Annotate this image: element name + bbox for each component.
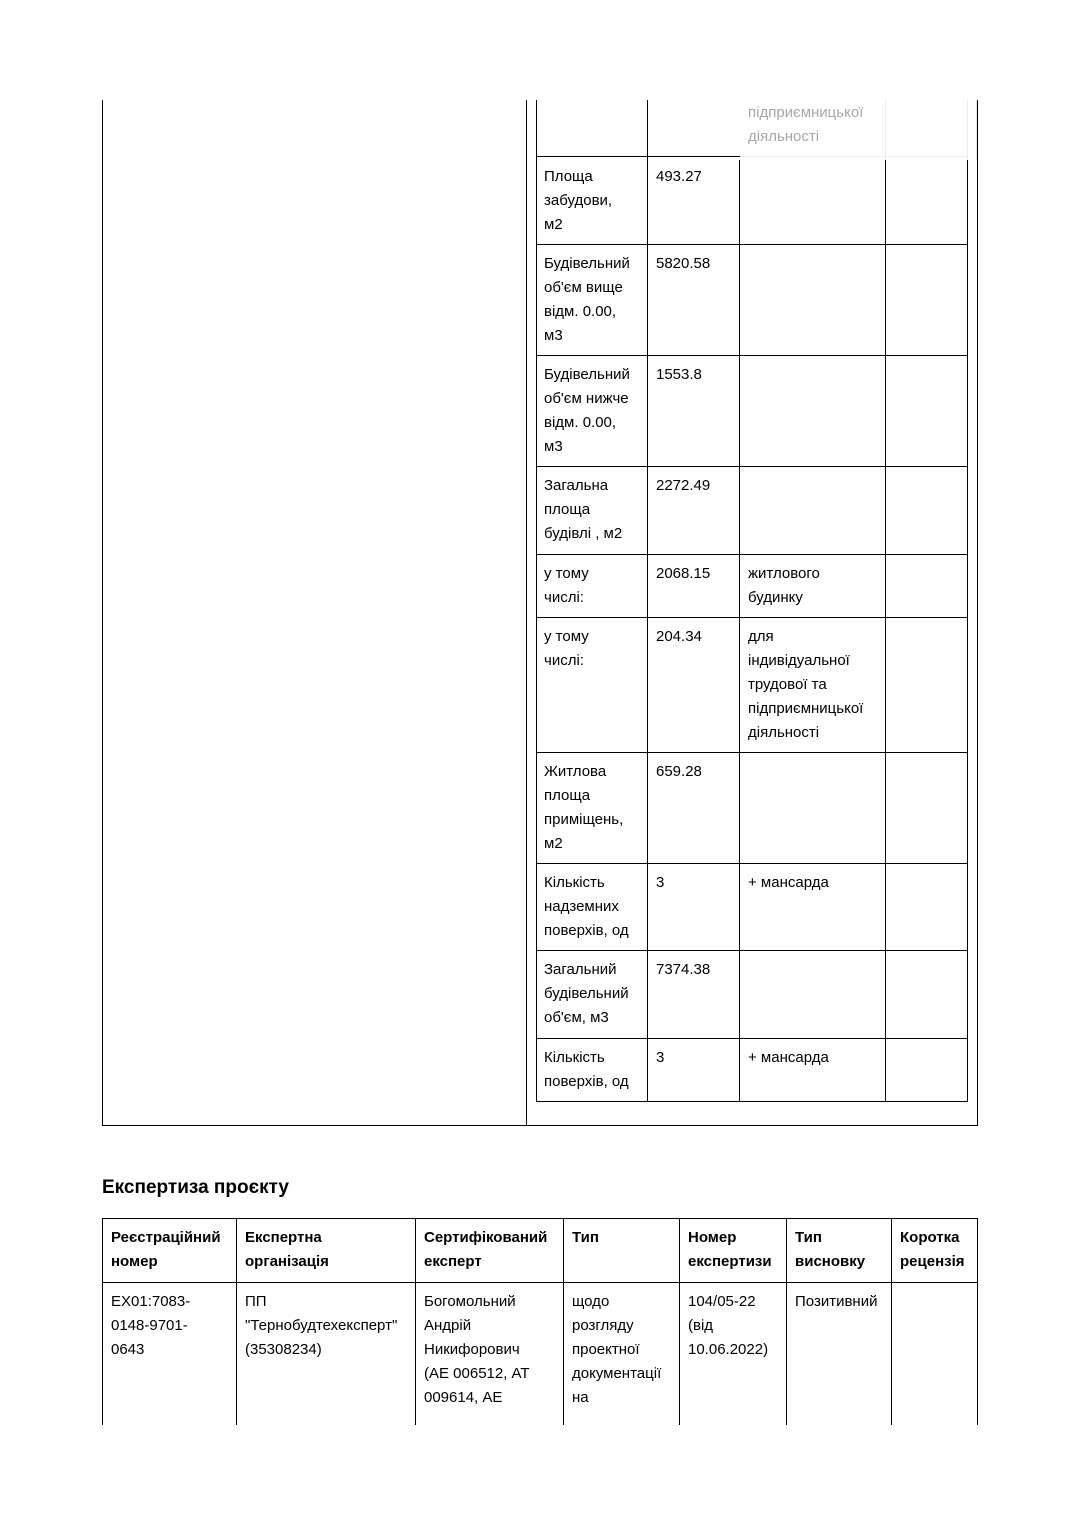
- outer-frame-divider: [526, 100, 527, 1126]
- cell-row1-value: 493.27: [656, 168, 702, 185]
- inner-table-col-line-1: [647, 100, 648, 1102]
- cell-row6-label: у тому числі:: [544, 628, 589, 669]
- expertise-col-line: [679, 1218, 680, 1425]
- cell-row7-label: Житлова площа приміщень, м2: [544, 763, 624, 852]
- outer-frame-left: [102, 100, 103, 1126]
- inner-table-row-line: [536, 863, 968, 864]
- cell-row4-value: 2272.49: [656, 477, 711, 494]
- expertise-table-top: [102, 1218, 978, 1219]
- header-type: Тип: [572, 1229, 599, 1246]
- header-expert-organization: Експертна організація: [245, 1229, 329, 1270]
- cell-row2-label: Будівельний об'єм вище відм. 0.00, м3: [544, 255, 630, 344]
- expertise-col-line: [236, 1218, 237, 1425]
- inner-table-row-line: [536, 617, 968, 618]
- inner-table-row-line: [536, 1101, 968, 1102]
- cell-certified-expert: Богомольний Андрій Никифорович (АЕ 006512, АТ 009614, АЕ: [424, 1293, 530, 1406]
- cell-row1-label: Площа забудови, м2: [544, 168, 613, 233]
- inner-table-col-line-3: [885, 100, 886, 1102]
- expertise-col-line: [102, 1218, 103, 1425]
- expertise-table-header-bottom: [102, 1282, 978, 1283]
- header-certified-expert: Сертифікований експерт: [424, 1229, 548, 1270]
- header-conclusion-type: Тип висновку: [795, 1229, 866, 1270]
- cell-row7-value: 659.28: [656, 763, 702, 780]
- expertise-col-line: [891, 1218, 892, 1425]
- outer-frame-bottom: [102, 1125, 978, 1126]
- header-expertise-number: Номер експертизи: [688, 1229, 772, 1270]
- cell-row8-note: + мансарда: [748, 874, 829, 891]
- inner-table-row-line: [536, 244, 968, 245]
- inner-table-row-line: [536, 554, 968, 555]
- inner-table-row-line: [536, 466, 968, 467]
- cell-row5-label: у тому числі:: [544, 565, 589, 606]
- inner-table-row-line: [536, 752, 968, 753]
- cell-row10-note: + мансарда: [748, 1049, 829, 1066]
- inner-table-row-line: [536, 355, 968, 356]
- expertise-col-line: [786, 1218, 787, 1425]
- cell-row9-value: 7374.38: [656, 961, 711, 978]
- cell-row3-label: Будівельний об'єм нижче відм. 0.00, м3: [544, 366, 630, 455]
- outer-frame-right: [977, 100, 978, 1126]
- cell-registration-number: ЕХ01:7083- 0148-9701- 0643: [111, 1293, 191, 1358]
- inner-table-col-line-4: [967, 100, 968, 1102]
- cell-row10-label: Кількість поверхів, од: [544, 1049, 629, 1090]
- cell-row9-label: Загальний будівельний об'єм, м3: [544, 961, 629, 1026]
- cell-row10-value: 3: [656, 1049, 665, 1066]
- cell-expert-organization: ПП "Тернобудтехексперт" (35308234): [245, 1293, 398, 1358]
- cell-row8-value: 3: [656, 874, 665, 891]
- cell-type: щодо розгляду проектної документації на: [572, 1293, 662, 1406]
- section-title: Експертиза проєкту: [102, 1177, 289, 1198]
- cell-conclusion-type: Позитивний: [795, 1293, 878, 1310]
- cell-row3-value: 1553.8: [656, 366, 702, 383]
- inner-table-row-line: [536, 950, 968, 951]
- inner-table-col-line-2: [739, 160, 740, 1102]
- cell-row4-label: Загальна площа будівлі , м2: [544, 477, 623, 542]
- cell-row6-note: для індивідуальної трудової та підприємницької діяльності: [748, 628, 864, 741]
- cell-expertise-number: 104/05-22 (від 10.06.2022): [688, 1293, 769, 1358]
- expertise-col-line: [977, 1218, 978, 1425]
- inner-table-col-line-0: [536, 100, 537, 1102]
- expertise-col-line: [563, 1218, 564, 1425]
- inner-table-row-line: [536, 1038, 968, 1039]
- cell-row5-note: житлового будинку: [748, 565, 820, 606]
- cell-row5-value: 2068.15: [656, 565, 711, 582]
- header-registration-number: Реєстраційний номер: [111, 1229, 221, 1270]
- header-short-review: Коротка рецензія: [900, 1229, 965, 1270]
- cell-row2-value: 5820.58: [656, 255, 711, 272]
- expertise-col-line: [415, 1218, 416, 1425]
- cell-row0-note: підприємницької діяльності: [748, 104, 864, 145]
- cell-row8-label: Кількість надземних поверхів, од: [544, 874, 629, 939]
- cell-row6-value: 204.34: [656, 628, 702, 645]
